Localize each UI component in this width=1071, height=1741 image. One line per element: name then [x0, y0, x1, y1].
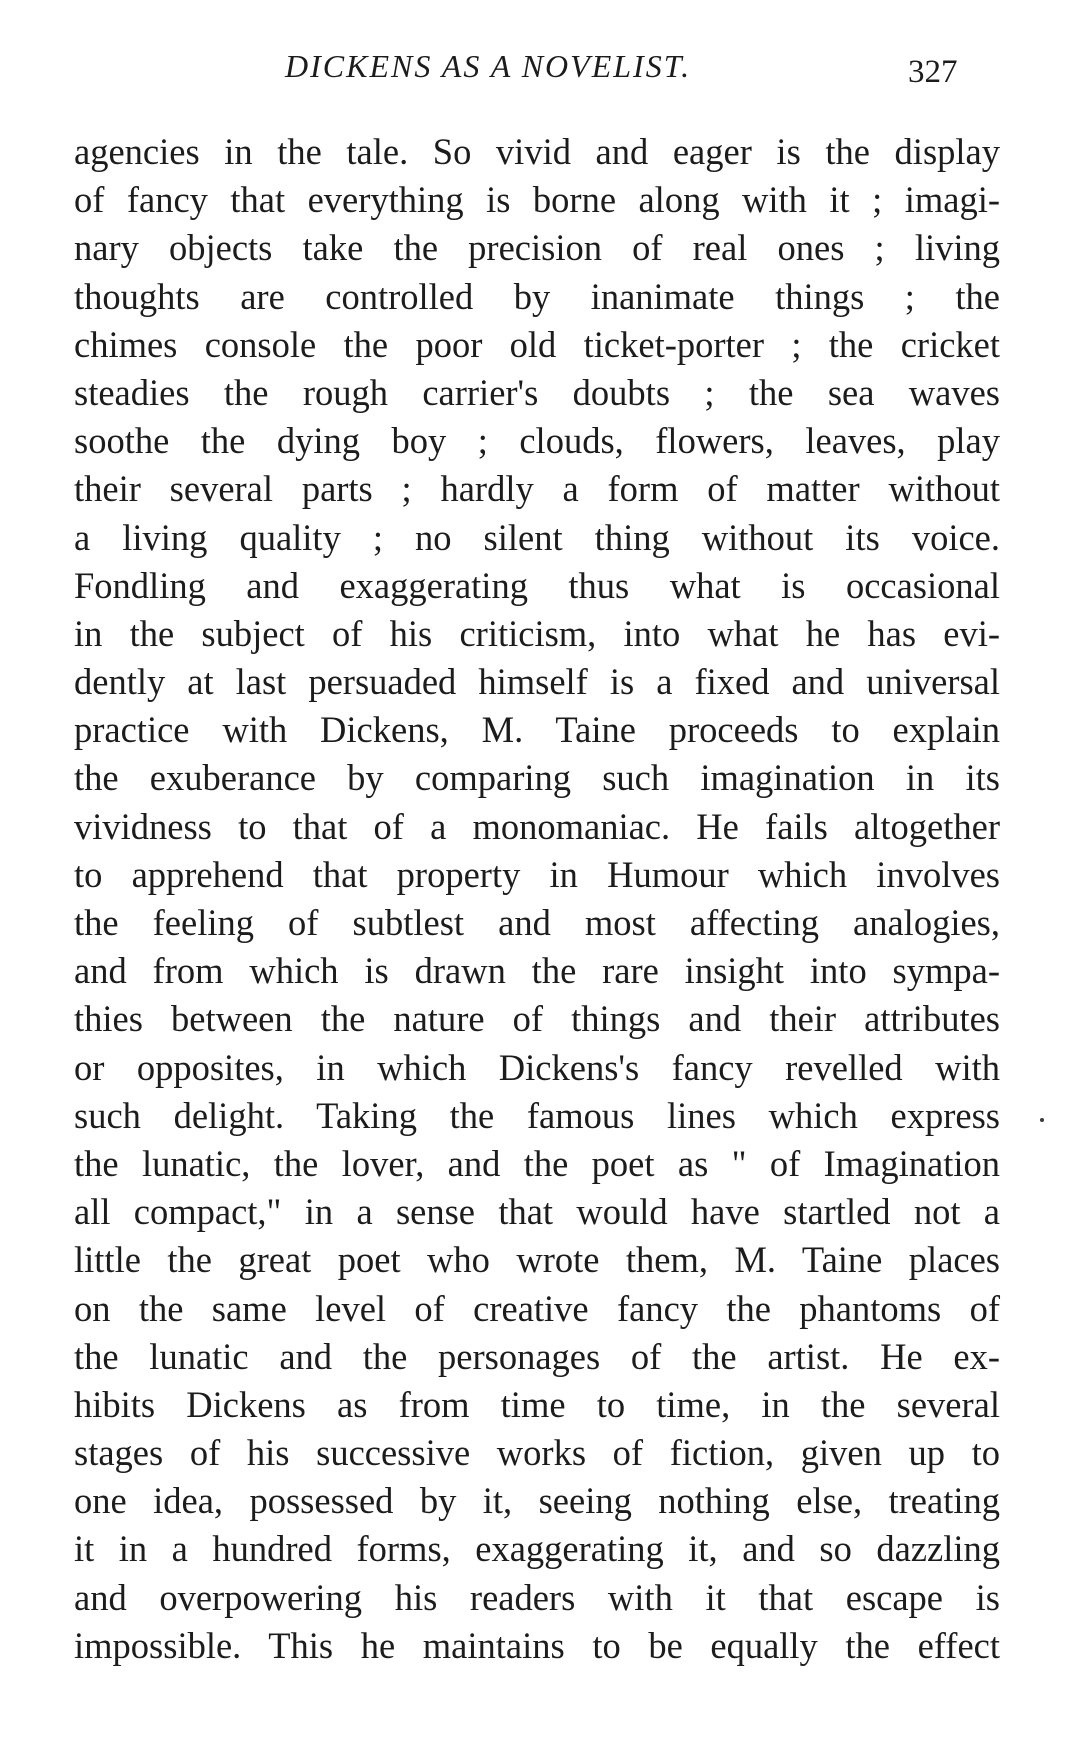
text-line: dently at last persuaded himself is a fixed and universal: [74, 661, 1000, 703]
text-line: all compact," in a sense that would have startled not a: [74, 1191, 1000, 1233]
text-line: one idea, possessed by it, seeing nothing else, treating: [74, 1480, 1000, 1522]
body-text: [74, 128, 1000, 1670]
running-head: [0, 48, 1071, 98]
text-line: in the subject of his criticism, into what he has evi-: [74, 612, 1000, 654]
text-line: the feeling of subtlest and most affecting analogies,: [74, 902, 1000, 943]
text-line: to apprehend that property in Humour which involves: [74, 853, 1000, 895]
text-line: and overpowering his readers with it that escape is: [74, 1576, 1000, 1618]
text-line: or opposites, in which Dickens's fancy revelled with: [74, 1046, 1000, 1088]
text-line: steadies the rough carrier's doubts ; the sea waves: [74, 371, 1000, 413]
text-line: a living quality ; no silent thing without its voice.: [74, 516, 1000, 558]
text-line: hibits Dickens as from time to time, in the several: [74, 1383, 1000, 1425]
text-line: impossible. This he maintains to be equally the effect: [74, 1624, 1000, 1666]
page-number: 327: [908, 54, 958, 90]
text-line: practice with Dickens, M. Taine proceeds to explain: [74, 709, 1000, 751]
text-line: agencies in the tale. So vivid and eager is the display: [74, 131, 1000, 172]
text-line: thies between the nature of things and their attributes: [74, 998, 1000, 1040]
text-line: on the same level of creative fancy the phantoms of: [74, 1287, 1000, 1329]
text-line: vividness to that of a monomaniac. He fails altogether: [74, 805, 1000, 847]
margin-speck: [1040, 1118, 1044, 1122]
text-line: the lunatic, the lover, and the poet as " of Imagination: [74, 1142, 1000, 1184]
text-line: thoughts are controlled by inanimate things ; the: [74, 275, 1000, 317]
text-line: soothe the dying boy ; clouds, flowers, leaves, play: [74, 420, 1000, 462]
text-line: the lunatic and the personages of the artist. He ex-: [74, 1335, 1000, 1377]
text-line: little the great poet who wrote them, M. Taine places: [74, 1239, 1000, 1281]
text-line: chimes console the poor old ticket-porter ; the cricket: [74, 323, 1000, 365]
text-line: it in a hundred forms, exaggerating it, and so dazzling: [74, 1528, 1000, 1570]
text-line: stages of his successive works of fiction, given up to: [74, 1432, 1000, 1474]
text-line: nary objects take the precision of real ones ; living: [74, 227, 1000, 269]
text-line: the exuberance by comparing such imagination in its: [74, 757, 1000, 799]
text-line: of fancy that everything is borne along with it ; imagi-: [74, 179, 1000, 221]
running-title: DICKENS AS A NOVELIST.: [285, 48, 692, 84]
text-line: and from which is drawn the rare insight into sympa-: [74, 950, 1000, 992]
text-line: Fondling and exaggerating thus what is occasional: [74, 564, 1000, 606]
text-line: such delight. Taking the famous lines which express: [74, 1094, 1000, 1136]
text-line: their several parts ; hardly a form of matter without: [74, 468, 1000, 510]
